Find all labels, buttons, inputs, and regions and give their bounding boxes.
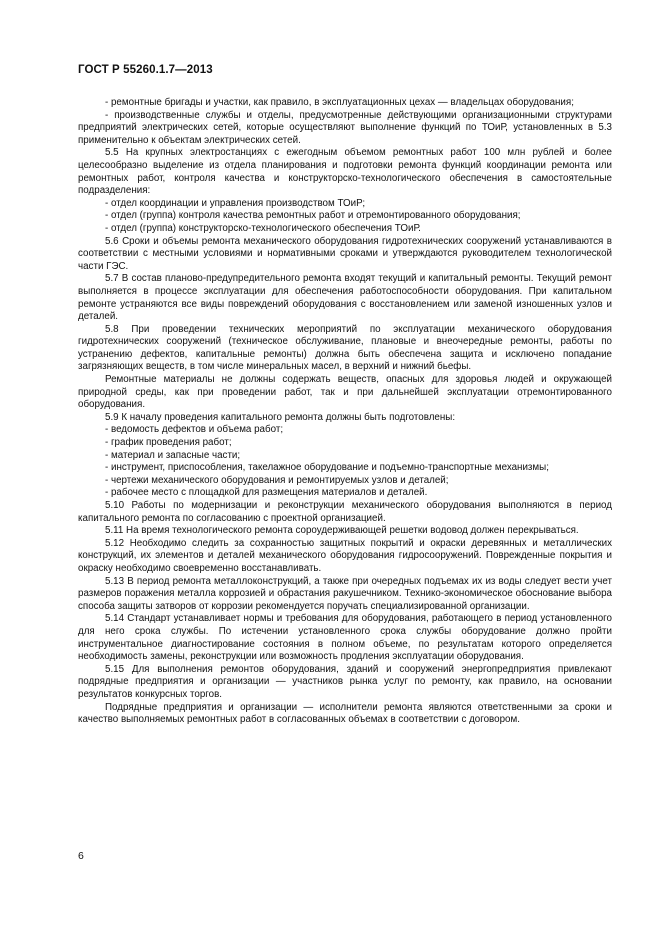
paragraph-list-item: - материал и запасные части; [105,449,241,461]
paragraph-list-item: - чертежи механического оборудования и ремонтируемых узлов и деталей; [105,474,449,486]
paragraph-list-item: - инструмент, приспособления, такелажное оборудование и подъемно-транспортные механизмы; [105,462,549,474]
paragraph-5-9: 5.9 К началу проведения капитального ремонта должны быть подготовлены: [105,411,456,423]
paragraph-list-item: - отдел координации и управления производством ТОиР; [105,197,366,209]
paragraph-list-item: - рабочее место с площадкой для размещения материалов и деталей. [105,487,428,499]
paragraph-5-12: 5.12 Необходимо следить за сохранностью защитных покрытий и окраски деревянных и металлических конструкций, их элементов и деталей механического оборудования гидросооружений. Поврежденные покрытия и окраску необходимо своевременно восстанавливать. [78,537,612,574]
paragraph-5-6: 5.6 Сроки и объемы ремонта механического оборудования гидротехнических сооружений устанавливаются в соответствии с местными условиями и нормативными сроками и утверждаются руководителем технологической части ГЭС. [78,235,612,272]
paragraph: Ремонтные материалы не должны содержать веществ, опасных для здоровья людей и окружающей природной среды, как при проведении работ, так и при дальнейшей эксплуатации отремонтированного оборудования. [78,374,612,411]
paragraph-list-item: - ведомость дефектов и объема работ; [105,424,284,436]
paragraph-5-11: 5.11 На время технологического ремонта сороудерживающей решетки водовод должен перекрываться. [105,525,579,537]
paragraph-5-15: 5.15 Для выполнения ремонтов оборудования, зданий и сооружений энергопредприятия привлекают подрядные предприятия и организации — участников рынка услуг по ремонту, как правило, на основании результатов конкурсных торгов. [78,663,612,700]
paragraph-5-7: 5.7 В состав планово-предупредительного ремонта входят текущий и капитальный ремонты. Текущий ремонт выполняется в процессе эксплуатации для обеспечения работоспособности оборудования. При капитальном ремонте устраняются все виды повреждений оборудования с восстановлением или заменой изношенных узлов и деталей. [78,273,612,323]
paragraph-list-item: - отдел (группа) конструкторско-технологического обеспечения ТОиР. [105,222,421,234]
document-body [78,97,612,727]
paragraph-5-10: 5.10 Работы по модернизации и реконструкции механического оборудования выполняются в период капитального ремонта по согласованию с проектной организацией. [78,500,612,524]
document-header: ГОСТ Р 55260.1.7—2013 [78,64,213,76]
paragraph-list-item: - ремонтные бригады и участки, как правило, в эксплуатационных цехах — владельцах оборудования; [105,97,574,108]
paragraph-list-item: - производственные службы и отделы, предусмотренные действующими организационными структурами предприятий электрических сетей, которые осуществляют выполнение функций по ТОиР, установленных в 5.3 применительно к объектам электрических сетей. [78,109,612,146]
paragraph-list-item: - отдел (группа) контроля качества ремонтных работ и отремонтированного оборудования; [105,210,521,222]
paragraph-5-14: 5.14 Стандарт устанавливает нормы и требования для оборудования, работающего в период установленного для него срока службы. По истечении установленного срока службы оборудование должно пройти инструментальное диагностирование состояния в полном объеме, по результатам которого определяется необходимость замены, реконструкции или возможность продления эксплуатации оборудования. [78,613,612,663]
page-number: 6 [78,850,84,862]
paragraph: Подрядные предприятия и организации — исполнители ремонта являются ответственными за сроки и качество выполняемых ремонтных работ в согласованных объемах в соответствии с договором. [78,701,612,726]
paragraph-5-13: 5.13 В период ремонта металлоконструкций, а также при очередных подъемах их из воды следует вести учет размеров поражения металла коррозией и обрастания ракушечником. Технико-экономическое обоснование выбора способа защиты затворов от коррозии рекомендуется поручать специализированной организации. [78,575,612,612]
paragraph-list-item: - график проведения работ; [105,437,232,449]
paragraph-5-8: 5.8 При проведении технических мероприятий по эксплуатации механического оборудования гидротехнических сооружений (техническое обслуживание, плановые и внеочередные ремонты, работы по устранению дефектов, капитальные ремонты) должна быть обеспечена защита и исключено попадание загрязняющих веществ, в том числе минеральных масел, в верхний и нижний бьефы. [78,323,612,373]
paragraph-5-5: 5.5 На крупных электростанциях с ежегодным объемом ремонтных работ 100 млн рублей и более целесообразно выделение из отдела планирования и подготовки ремонта функций координации ремонта или ремонтных работ, контроля качества и конструкторско-технологического обеспечения в самостоятельные подразделения: [78,147,612,197]
